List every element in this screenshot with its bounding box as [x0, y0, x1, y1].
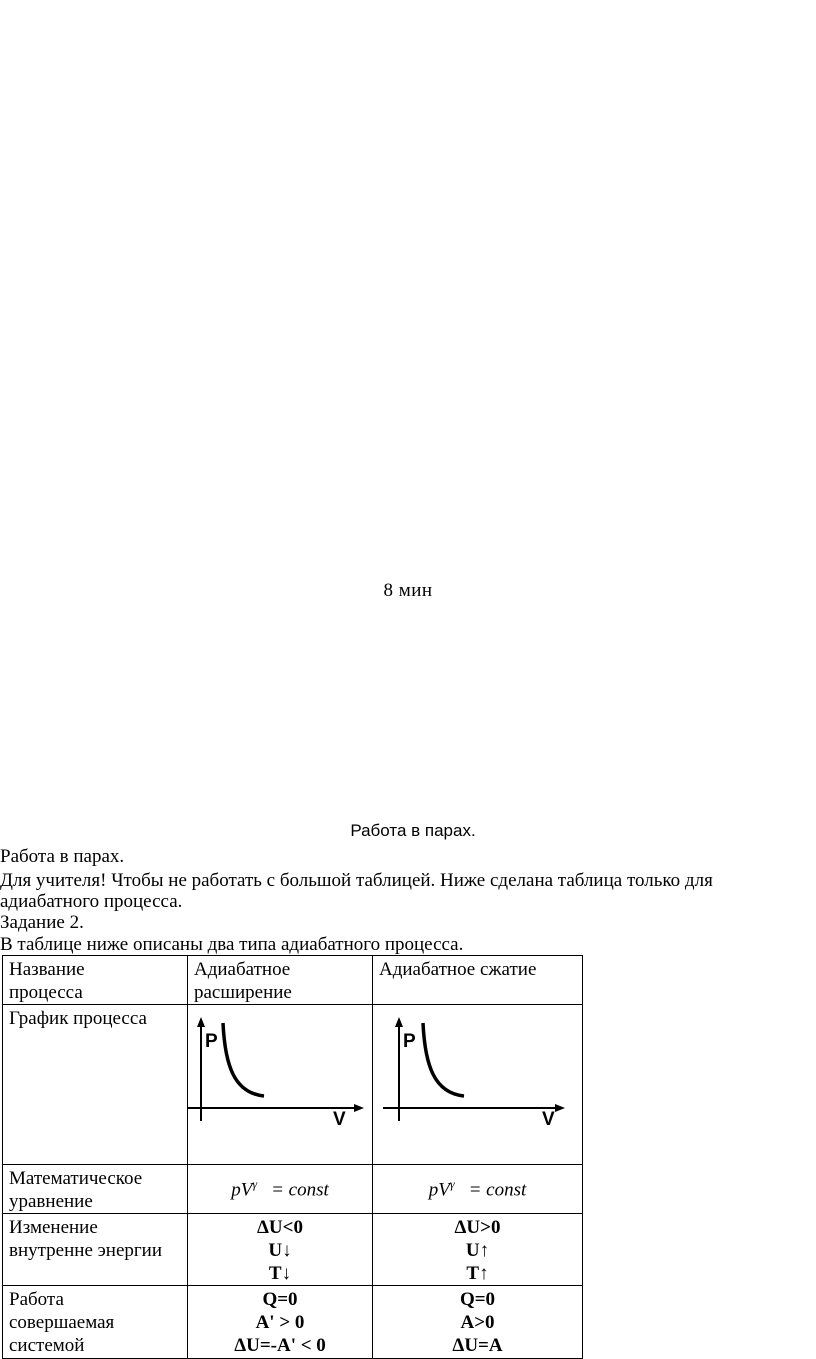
- compression-pv-graph: [373, 1005, 582, 1163]
- expansion-work-values: Q=0 A' > 0 ΔU=-A' < 0: [188, 1286, 373, 1359]
- table-row: [3, 1214, 583, 1286]
- p-axis-label: P: [403, 1031, 416, 1052]
- adiabat-curve: [423, 1023, 464, 1096]
- expansion-pv-graph: [188, 1005, 372, 1163]
- table-row: [3, 1165, 583, 1214]
- v-axis-arrow-icon: [555, 1104, 565, 1112]
- compression-energy-values: ΔU>0 U↑ T↑: [373, 1214, 583, 1286]
- header-cell-name: Название процесса: [3, 956, 188, 1005]
- time-label: 8 мин: [383, 580, 433, 601]
- task-description: В таблице ниже описаны два типа адиабатного процесса.: [0, 934, 464, 955]
- intro-line-3: адиабатного процесса.: [0, 891, 183, 912]
- section-title: Работа в парах.: [350, 821, 476, 840]
- compression-work-values: Q=0 A>0 ΔU=A: [373, 1286, 583, 1359]
- p-axis-arrow-icon: [197, 1017, 205, 1027]
- compression-graph-cell: [373, 1005, 583, 1165]
- graph-row-label: График процесса: [3, 1005, 188, 1165]
- intro-line-2: Для учителя! Чтобы не работать с большой таблицей. Ниже сделана таблица только для: [0, 870, 713, 891]
- table-row: [3, 1286, 583, 1359]
- v-axis-arrow-icon: [354, 1104, 364, 1112]
- energy-row-label: Изменение внутренне энергии: [3, 1214, 188, 1286]
- table-row: [3, 956, 583, 1005]
- header-cell-expansion: Адиабатное расширение: [188, 956, 373, 1005]
- compression-equation: $pV^\gamma$ = const: [373, 1165, 583, 1214]
- p-axis-arrow-icon: [395, 1017, 403, 1027]
- expansion-graph-cell: [188, 1005, 373, 1165]
- p-axis-label: P: [205, 1031, 218, 1052]
- header-cell-compression: Адиабатное сжатие: [373, 956, 583, 1005]
- table-row: [3, 1005, 583, 1165]
- adiabat-curve: [223, 1023, 264, 1096]
- work-row-label: Работа совершаемая системой: [3, 1286, 188, 1359]
- expansion-energy-values: ΔU<0 U↓ T↓: [188, 1214, 373, 1286]
- v-axis-label: V: [333, 1109, 346, 1130]
- task-title: Задание 2.: [0, 912, 84, 933]
- v-axis-label: V: [542, 1109, 555, 1130]
- intro-line-1: Работа в парах.: [0, 846, 125, 867]
- expansion-equation: $pV^\gamma$ = const: [188, 1165, 373, 1214]
- section-heading: [0, 821, 816, 841]
- process-table: [2, 955, 583, 1359]
- equation-row-label: Математическое уравнение: [3, 1165, 188, 1214]
